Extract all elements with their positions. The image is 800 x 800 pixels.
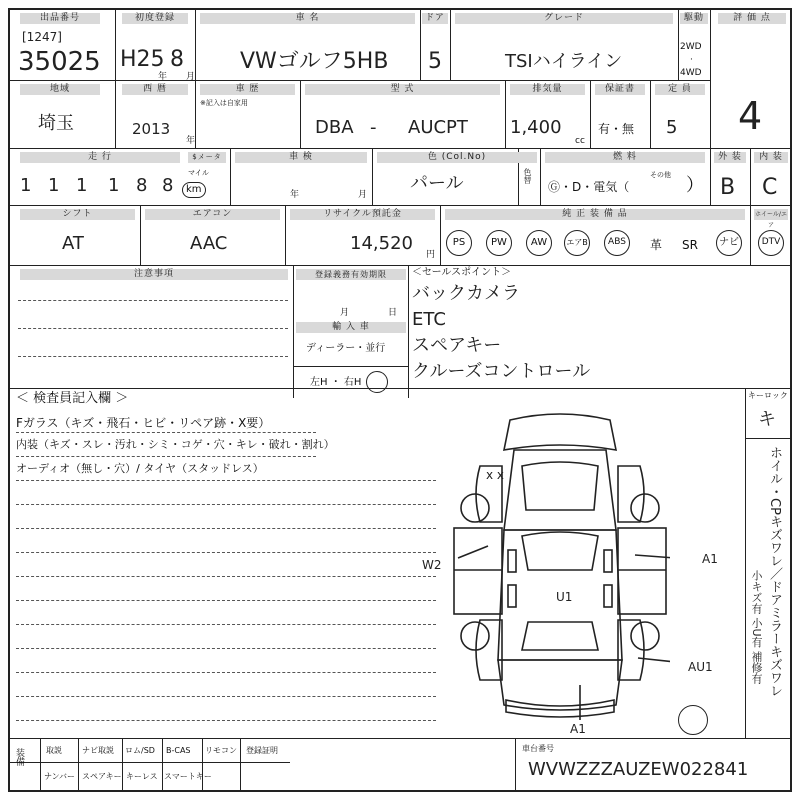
aircon: AAC [190,233,228,254]
footer-item: スマートキー [164,772,212,781]
divider [293,366,408,367]
label-capacity: 定 員 [655,84,705,95]
label-recycle: リサイクル預託金 [290,209,435,220]
notes-line [18,356,288,357]
inspector-dash [16,648,436,649]
drive-2wd: 2WD [680,42,702,52]
label-mileage: 走 行 [20,152,180,163]
divider [678,10,679,80]
grade: TSIハイライン [505,51,623,72]
label-displacement: 排気量 [510,84,585,95]
footer-item: キーレス [126,772,158,781]
inspector-line: Fガラス（キズ・飛石・ヒビ・リペア跡・X要） [16,416,271,430]
label-reg-deadline: 登録義務有効期限 [296,269,406,280]
divider [750,148,751,205]
divider [515,738,516,790]
rear-window [522,622,598,650]
footer-item: スペアキー [82,772,122,781]
equip-pw: PW [486,230,512,256]
divider [440,205,441,265]
unit-month: 月 [186,72,196,82]
chassis-note: ※記入は自家用 [200,99,248,107]
divider [40,738,41,790]
divider [10,205,790,206]
interior-grade: C [762,175,778,200]
mark-a1-bottom: A1 [570,722,586,736]
score: 4 [738,94,763,138]
label-equip-right: ホイール/エア [755,211,787,229]
unit-cc: cc [575,136,585,146]
wheel-rear-right [631,622,659,650]
inspector-dash [16,528,436,529]
inspector-dash [16,600,436,601]
divider [285,205,286,265]
right-doors [618,528,666,614]
fuel: Ⓖ・D・電気（ [548,180,630,194]
lot-number: 35025 [18,47,101,77]
doors: 5 [428,49,442,74]
right-fender [618,466,644,522]
side-note: ホイル・CPキズワレ／ドアミラーキズワレ [767,446,782,697]
unit-year-2: 年 [186,136,196,146]
divider [650,80,651,148]
mark-x: x x [486,468,505,482]
label-interior: 内 装 [754,152,788,163]
inspector-line: オーディオ（無し・穴）/ タイヤ（スタッドレス） [16,462,264,475]
divider [162,738,163,790]
inspector-dash [16,456,316,457]
divider [78,738,79,790]
label-region: 地域 [20,84,100,95]
label-model: 型 式 [305,84,500,95]
footer-item: ナビ取説 [82,746,114,755]
handle-side: 左H ・ 右H [310,377,362,388]
label-drive: 駆動 [680,13,708,24]
sales-point: バックカメラ [412,283,520,304]
divider [202,738,203,790]
dealer-parallel: ディーラー・並行 [306,343,386,354]
label-notes: 注意事項 [20,269,288,280]
label-doors: ドア [422,13,448,24]
equip-navi: ナビ [716,230,742,256]
handle-circle [366,371,388,393]
displacement: 1,400 [510,117,562,138]
windshield [522,532,598,570]
divider [745,388,746,738]
mark-u1: U1 [556,590,573,604]
label-first-reg: 初度登録 [122,13,188,24]
equip-aw: AW [526,230,552,256]
label-aircon: エアコン [145,209,280,220]
inspector-dash [16,552,436,553]
label-inspection: 車 検 [235,152,367,163]
divider [540,148,541,205]
label-sales-points: ＜セールスポイント＞ [412,267,512,278]
sales-point: ETC [412,309,446,330]
divider [230,148,231,205]
color-change-label: 色替 [523,168,532,184]
notes-line [18,328,288,329]
recycle-fee: 14,520 [350,233,413,254]
year: 2013 [132,120,171,138]
equip-dtv: DTV [758,230,784,256]
side-note-2: 小キズ有 小U有 補修有 [750,570,763,685]
inspector-dash [16,672,436,673]
unit-month-2: 月 [358,190,368,200]
divider [745,438,792,439]
wheel-rear-left [461,622,489,650]
mileage-digit: 1 [76,175,88,196]
era-year: H25 [120,47,165,72]
divider [293,265,294,398]
model-code: AUCPT [408,117,468,138]
spare-circle [678,705,708,735]
label-color: 色 (Col.No) [377,152,537,163]
label-shift: シフト [20,209,135,220]
mark-w2: W2 [422,558,442,572]
mark-au1: AU1 [688,660,713,674]
reg-day-label: 日 [388,308,398,318]
label-lot-no: 出品番号 [20,13,100,24]
fuel-close: ） [686,175,704,196]
divider [372,148,373,205]
mileage-digit: 1 [20,175,32,196]
wheel-front-right [631,494,659,522]
front-bumper [504,414,616,450]
mileage-digit: 1 [108,175,120,196]
footer-item: ナンバー [44,772,76,781]
unit-year-3: 年 [290,190,300,200]
chassis-number: WVWZZZAUZEW022841 [528,759,749,780]
divider [10,762,290,763]
equip-sunroof: SR [682,238,698,252]
label-exterior: 外 装 [714,152,746,163]
footer-item: 登録証明 [246,746,278,755]
mileage-unit: km [182,182,206,198]
divider [450,10,451,80]
label-warranty: 保証書 [595,84,645,95]
label-key-lock: キーロック [748,391,788,400]
inspector-dash [16,624,436,625]
car-diagram [410,410,670,725]
car-name: VWゴルフ5HB [240,49,389,74]
unit-year: 年 [158,72,168,82]
label-car-name: 車 名 [200,13,415,24]
reg-month: 8 [170,47,184,72]
divider [10,148,790,149]
equip-leather: 革 [650,238,663,252]
region: 埼玉 [38,113,74,134]
divider [750,205,751,265]
inspector-line: 内装（キズ・スレ・汚れ・シミ・コゲ・穴・キレ・破れ・割れ） [16,438,335,451]
footer-item: B-CAS [166,746,191,755]
exterior-grade: B [720,175,736,200]
mileage-digit: 8 [136,175,148,196]
divider [10,738,790,739]
warranty: 有・無 [598,122,635,136]
inspector-dash [16,432,316,433]
fuel-other: その他 [650,171,671,179]
color: パール [410,173,464,194]
key-lock-mark: キ [758,409,776,430]
left-doors [454,528,502,614]
capacity: 5 [666,117,678,138]
inspector-dash [16,696,436,697]
inspector-dash [16,480,436,481]
divider [240,738,241,790]
inspector-dash [16,504,436,505]
label-grade: グレード [455,13,673,24]
label-score: 評 価 点 [718,13,786,24]
divider [710,10,711,205]
label-chassis: 車 歴 [200,84,295,95]
divider [195,10,196,148]
label-meter: $メータ [188,152,226,163]
notes-line [18,300,288,301]
equip-ps: PS [446,230,472,256]
inspector-dash [16,720,436,721]
lot-code: [1247] [22,30,62,44]
divider [505,80,506,148]
sales-point: スペアキー [412,335,502,356]
label-import: 輸 入 車 [296,322,406,333]
footer-item: ロム/SD [125,746,155,755]
equip-abs: ABS [604,230,630,256]
label-fuel: 燃 料 [545,152,705,163]
equip-airbag: エアB [564,230,590,256]
mileage-digit: 8 [162,175,174,196]
auction-sheet [8,8,792,792]
model-dash: - [370,117,377,138]
label-year: 西 暦 [122,84,188,95]
reg-month-label: 月 [340,308,350,318]
inspector-dash [16,576,436,577]
sales-point: クルーズコントロール [412,361,591,382]
label-inspector: ＜ 検査員記入欄 ＞ [16,391,129,406]
mile-label: マイル [188,169,209,177]
divider [300,80,301,148]
divider [420,10,421,80]
divider [10,388,790,389]
shift: AT [62,233,84,254]
mark-a1-right: A1 [702,552,718,566]
drive-sep: · [690,55,693,65]
label-chassis-no: 車台番号 [522,744,554,753]
divider [115,10,116,148]
wheel-front-left [461,494,489,522]
unit-yen: 円 [426,250,436,260]
divider [122,738,123,790]
divider [10,265,790,266]
label-equipment: 純 正 装 備 品 [445,209,745,220]
footer-item: 取説 [46,746,62,755]
drive-4wd: 4WD [680,68,702,78]
footer-item: リモコン [205,746,237,755]
model-prefix: DBA [315,117,354,138]
footer-equip-label: 装備 [14,748,24,766]
mileage-digit: 1 [48,175,60,196]
divider [140,205,141,265]
divider [408,265,409,398]
divider [590,80,591,148]
